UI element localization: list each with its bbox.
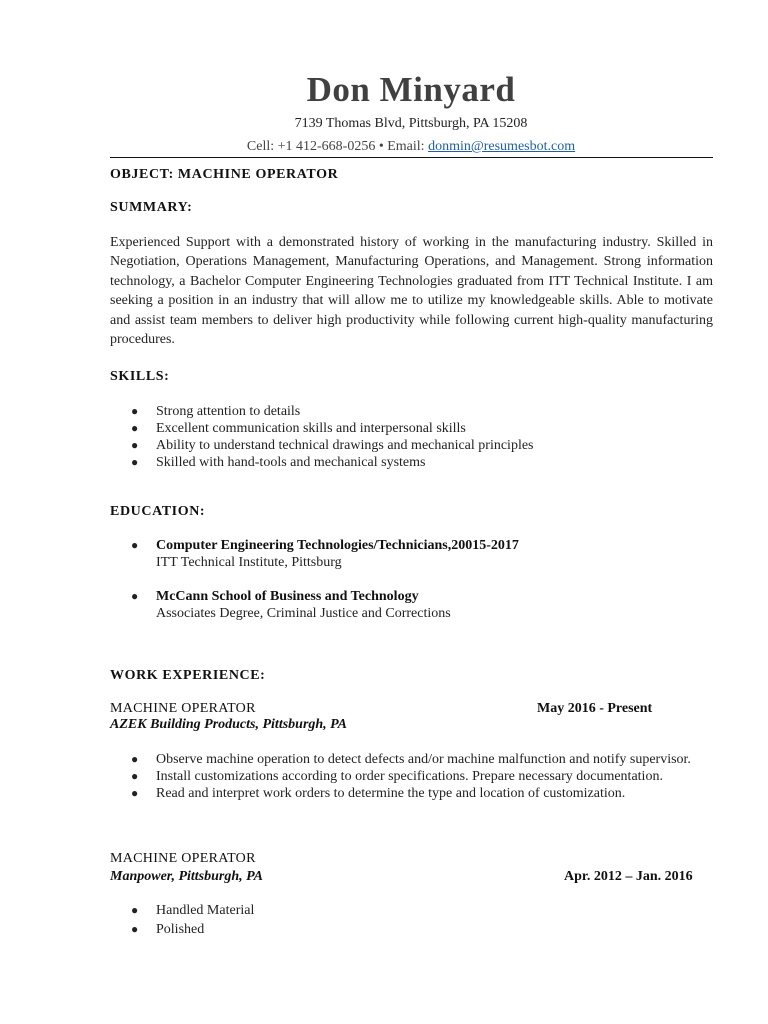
job-duties-list [110,902,713,938]
skill-text: Skilled with hand-tools and mechanical systems [156,455,426,470]
job-company: Manpower, Pittsburgh, PA [110,869,264,884]
bullet-icon: ● [131,786,139,800]
contact-phone: Cell: +1 412-668-0256 • Email: [246,139,429,154]
objective-heading: OBJECT: MACHINE OPERATOR [110,167,339,182]
job-duties-list [110,751,713,802]
bullet-icon: ● [131,903,139,917]
bullet-icon: ● [131,922,139,936]
address-line: 7139 Thomas Blvd, Pittsburgh, PA 15208 [294,116,528,131]
skill-text: Excellent communication skills and interpersonal skills [156,421,466,436]
work-heading: WORK EXPERIENCE: [110,668,266,683]
list-item [110,768,713,785]
education-item [110,537,713,571]
job-company: AZEK Building Products, Pittsburgh, PA [110,717,348,732]
list-item [110,403,713,420]
summary-heading: SUMMARY: [110,200,193,215]
list-item [110,785,713,802]
job-dates: May 2016 - Present [537,701,653,716]
email-link[interactable]: donmin@resumesbot.com [428,139,576,154]
list-item [110,751,713,768]
header-divider [110,157,713,158]
bullet-icon: ● [131,421,139,435]
education-detail: ITT Technical Institute, Pittsburg [156,555,342,570]
duty-text: Read and interpret work orders to determine the type and location of customization. [156,786,626,801]
bullet-icon: ● [131,752,139,766]
duty-text: Install customizations according to order specifications. Prepare necessary documentation. [156,769,663,784]
education-title: McCann School of Business and Technology [156,589,419,604]
bullet-icon: ● [131,769,139,783]
list-item [110,437,713,454]
candidate-name: Don Minyard [306,70,516,109]
bullet-icon: ● [131,538,139,552]
bullet-icon: ● [131,404,139,418]
skill-text: Ability to understand technical drawings and mechanical principles [156,438,534,453]
list-item [110,420,713,437]
duty-text: Observe machine operation to detect defects and/or machine malfunction and notify supervisor. [156,752,691,767]
skills-heading: SKILLS: [110,369,170,384]
summary-text: Experienced Support with a demonstrated history of working in the manufacturing industry. Skilled in Negotiation, Operations Management, Manufacturing Operations, and Management. Strong information technology, a Bachelor Computer Engineering Technologies graduated from ITT Technical Institute. I am seeking a position in an industry that will allow me to utilize my knowledgeable skills. Able to motivate and assist team members to deliver high productivity while following current high-quality manufacturing procedures. [110,235,713,348]
job-title: MACHINE OPERATOR [110,851,256,866]
bullet-icon: ● [131,589,139,603]
education-heading: EDUCATION: [110,504,206,519]
education-item [110,588,713,622]
contact-line [0,139,768,155]
duty-text: Polished [156,922,205,937]
education-detail: Associates Degree, Criminal Justice and Corrections [156,606,451,621]
job-dates: Apr. 2012 – Jan. 2016 [564,869,693,884]
job-title: MACHINE OPERATOR [110,701,256,716]
skill-text: Strong attention to details [156,404,301,419]
list-item [110,902,713,919]
education-title: Computer Engineering Technologies/Technicians,20015-2017 [156,538,519,553]
bullet-icon: ● [131,438,139,452]
list-item [110,921,713,938]
bullet-icon: ● [131,455,139,469]
list-item [110,454,713,471]
skills-list [110,403,713,471]
duty-text: Handled Material [156,903,255,918]
